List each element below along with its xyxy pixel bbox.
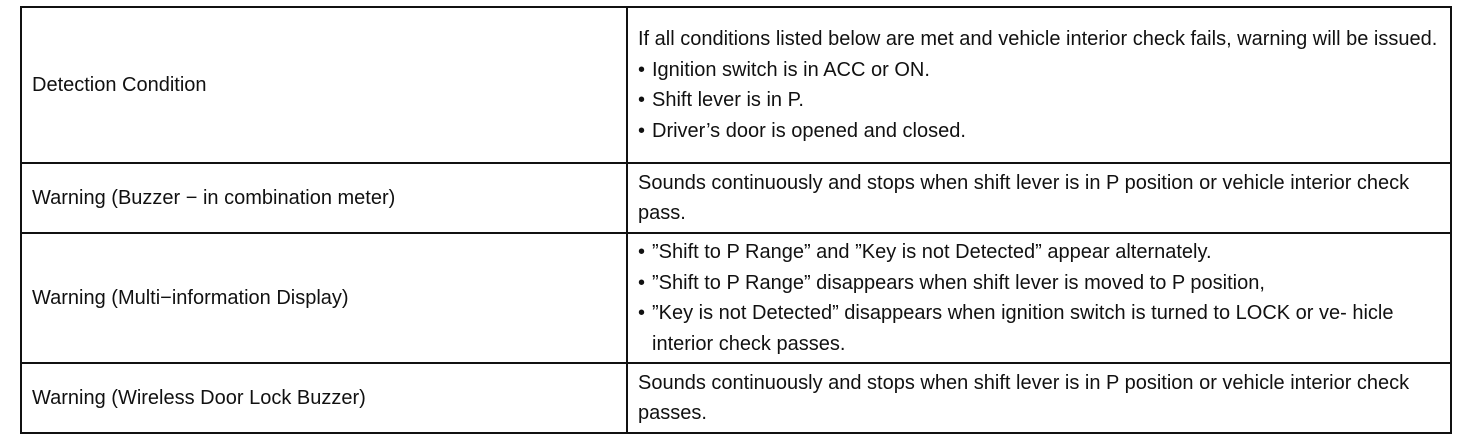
table-row-wireless-buzzer-warning bbox=[21, 363, 1451, 433]
table-row-multi-info-warning bbox=[21, 233, 1451, 363]
bullet-glyph: • bbox=[638, 119, 646, 142]
table-row-detection-condition bbox=[21, 7, 1451, 163]
row-description: Sounds continuously and stops when shift lever is in P position or vehicle interior check pass. bbox=[627, 163, 1451, 233]
list-item: • ”Key is not Detected” disappears when ignition switch is turned to LOCK or ve- hicle interior check passes. bbox=[638, 298, 1440, 359]
row-label: Warning (Wireless Door Lock Buzzer) bbox=[21, 363, 627, 433]
list-item: • Driver’s door is opened and closed. bbox=[638, 116, 1440, 147]
condition-list bbox=[638, 55, 1440, 147]
list-item: • ”Shift to P Range” and ”Key is not Detected” appear alternately. bbox=[638, 237, 1440, 268]
list-item: • ”Shift to P Range” disappears when shift lever is moved to P position, bbox=[638, 268, 1440, 299]
table-row-buzzer-warning bbox=[21, 163, 1451, 233]
bullet-glyph: • bbox=[638, 241, 646, 263]
list-item: • Ignition switch is in ACC or ON. bbox=[638, 55, 1440, 86]
condition-intro: If all conditions listed below are met and vehicle interior check fails, warning will be issued. bbox=[638, 28, 1438, 50]
row-label: Warning (Multi−information Display) bbox=[21, 233, 627, 363]
bullet-glyph: • bbox=[638, 302, 646, 324]
row-label: Detection Condition bbox=[21, 7, 627, 163]
row-description bbox=[627, 7, 1451, 163]
row-label: Warning (Buzzer − in combination meter) bbox=[21, 163, 627, 233]
row-description: Sounds continuously and stops when shift lever is in P position or vehicle interior check passes. bbox=[627, 363, 1451, 433]
bullet-glyph: • bbox=[638, 271, 646, 294]
row-description bbox=[627, 233, 1451, 363]
list-item: • Shift lever is in P. bbox=[638, 85, 1440, 116]
bullet-glyph: • bbox=[638, 58, 646, 81]
display-message-list bbox=[638, 237, 1440, 359]
bullet-glyph: • bbox=[638, 89, 646, 111]
warning-spec-table bbox=[20, 6, 1452, 434]
